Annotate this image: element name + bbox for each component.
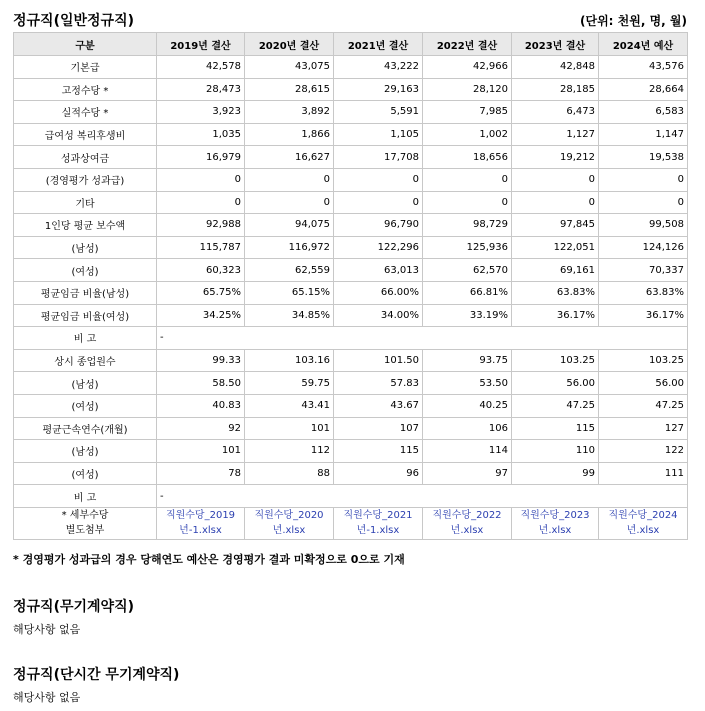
- table-cell: 94,075: [245, 214, 334, 237]
- row-label: (남성): [14, 440, 157, 463]
- table-cell: 57.83: [334, 372, 423, 395]
- note-value: -: [157, 327, 688, 350]
- table-cell: 96: [334, 462, 423, 485]
- table-cell: 5,591: [334, 101, 423, 124]
- table-cell: 19,212: [512, 146, 599, 169]
- table-cell: 1,105: [334, 123, 423, 146]
- table-cell: 47.25: [512, 394, 599, 417]
- table-cell: 110: [512, 440, 599, 463]
- table-row: [14, 214, 688, 237]
- table-row: [14, 191, 688, 214]
- row-label: 평균근속연수(개월): [14, 417, 157, 440]
- table-cell: 33.19%: [423, 304, 512, 327]
- header-2019: 2019년 결산: [157, 33, 245, 56]
- row-label: 급여성 복리후생비: [14, 123, 157, 146]
- row-label: (여성): [14, 259, 157, 282]
- table-cell: 115: [512, 417, 599, 440]
- table-cell: 106: [423, 417, 512, 440]
- salary-table: [13, 32, 688, 540]
- table-cell: 69,161: [512, 259, 599, 282]
- table-row: [14, 101, 688, 124]
- table-cell: 66.00%: [334, 281, 423, 304]
- section-title-regular: 정규직(일반정규직): [13, 13, 134, 29]
- row-label: 실적수당 *: [14, 101, 157, 124]
- table-cell: 0: [423, 191, 512, 214]
- table-cell: 101: [245, 417, 334, 440]
- table-row-note-1: [14, 327, 688, 350]
- table-cell: 99.33: [157, 349, 245, 372]
- table-cell: 114: [423, 440, 512, 463]
- table-cell: 53.50: [423, 372, 512, 395]
- attachment-link-2024[interactable]: 직원수당_2024년.xlsx: [599, 507, 688, 539]
- table-row: [14, 349, 688, 372]
- table-cell: 103.25: [512, 349, 599, 372]
- table-row: [14, 372, 688, 395]
- table-cell: 93.75: [423, 349, 512, 372]
- table-cell: 3,892: [245, 101, 334, 124]
- table-cell: 92,988: [157, 214, 245, 237]
- section-header: [13, 10, 687, 30]
- attachment-link-2020[interactable]: 직원수당_2020년.xlsx: [245, 507, 334, 539]
- table-cell: 42,848: [512, 56, 599, 79]
- attachment-link-2019[interactable]: 직원수당_2019년-1.xlsx: [157, 507, 245, 539]
- table-cell: 58.50: [157, 372, 245, 395]
- table-row-note-2: [14, 485, 688, 508]
- row-label: 비 고: [14, 485, 157, 508]
- table-cell: 99: [512, 462, 599, 485]
- table-cell: 115: [334, 440, 423, 463]
- table-cell: 98,729: [423, 214, 512, 237]
- row-label: 기본급: [14, 56, 157, 79]
- table-cell: 40.25: [423, 394, 512, 417]
- header-2021: 2021년 결산: [334, 33, 423, 56]
- row-label: (남성): [14, 236, 157, 259]
- row-label: (경영평가 성과급): [14, 168, 157, 191]
- table-cell: 16,979: [157, 146, 245, 169]
- table-cell: 0: [245, 191, 334, 214]
- table-cell: 63.83%: [512, 281, 599, 304]
- table-row: [14, 304, 688, 327]
- attachment-link-2022[interactable]: 직원수당_2022년.xlsx: [423, 507, 512, 539]
- table-cell: 6,473: [512, 101, 599, 124]
- table-cell: 42,578: [157, 56, 245, 79]
- table-cell: 124,126: [599, 236, 688, 259]
- note-value: -: [157, 485, 688, 508]
- table-row: [14, 123, 688, 146]
- table-cell: 122,296: [334, 236, 423, 259]
- row-label: 상시 종업원수: [14, 349, 157, 372]
- table-cell: 0: [334, 168, 423, 191]
- table-cell: 60,323: [157, 259, 245, 282]
- section-body-indefinite: 해당사항 없음: [13, 623, 81, 636]
- table-row: [14, 56, 688, 79]
- table-cell: 34.25%: [157, 304, 245, 327]
- section-body-parttime: 해당사항 없음: [13, 691, 81, 704]
- table-cell: 1,127: [512, 123, 599, 146]
- table-cell: 115,787: [157, 236, 245, 259]
- attachment-label-line1: * 세부수당: [61, 510, 109, 522]
- table-cell: 122,051: [512, 236, 599, 259]
- table-cell: 1,035: [157, 123, 245, 146]
- table-cell: 88: [245, 462, 334, 485]
- table-cell: 56.00: [599, 372, 688, 395]
- table-cell: 47.25: [599, 394, 688, 417]
- table-cell: 0: [245, 168, 334, 191]
- table-cell: 116,972: [245, 236, 334, 259]
- footnote: * 경영평가 성과급의 경우 당해연도 예산은 경영평가 결과 미확정으로 0으로 기재: [13, 553, 405, 566]
- header-2020: 2020년 결산: [245, 33, 334, 56]
- header-2022: 2022년 결산: [423, 33, 512, 56]
- table-cell: 0: [157, 191, 245, 214]
- unit-label: (단위: 천원, 명, 월): [580, 14, 687, 28]
- attachment-label: [14, 507, 157, 539]
- table-cell: 97: [423, 462, 512, 485]
- section-title-parttime: 정규직(단시간 무기계약직): [13, 667, 180, 683]
- table-cell: 0: [423, 168, 512, 191]
- table-cell: 28,120: [423, 78, 512, 101]
- row-label: 비 고: [14, 327, 157, 350]
- table-row: [14, 236, 688, 259]
- table-row: [14, 259, 688, 282]
- row-label: 평균임금 비율(남성): [14, 281, 157, 304]
- table-cell: 36.17%: [599, 304, 688, 327]
- table-cell: 59.75: [245, 372, 334, 395]
- table-cell: 0: [512, 168, 599, 191]
- table-row: [14, 146, 688, 169]
- table-cell: 1,002: [423, 123, 512, 146]
- table-cell: 43,075: [245, 56, 334, 79]
- table-cell: 7,985: [423, 101, 512, 124]
- table-cell: 92: [157, 417, 245, 440]
- table-cell: 56.00: [512, 372, 599, 395]
- table-cell: 103.25: [599, 349, 688, 372]
- attachment-label-line2: 별도첨부: [65, 525, 105, 537]
- table-cell: 6,583: [599, 101, 688, 124]
- table-cell: 28,185: [512, 78, 599, 101]
- table-cell: 78: [157, 462, 245, 485]
- table-cell: 101: [157, 440, 245, 463]
- table-row-attachments: [14, 507, 688, 539]
- table-cell: 107: [334, 417, 423, 440]
- table-cell: 40.83: [157, 394, 245, 417]
- table-cell: 62,570: [423, 259, 512, 282]
- table-cell: 43,576: [599, 56, 688, 79]
- table-cell: 122: [599, 440, 688, 463]
- table-cell: 103.16: [245, 349, 334, 372]
- row-label: (남성): [14, 372, 157, 395]
- table-cell: 65.15%: [245, 281, 334, 304]
- table-cell: 16,627: [245, 146, 334, 169]
- table-cell: 0: [599, 168, 688, 191]
- row-label: 기타: [14, 191, 157, 214]
- section-title-indefinite: 정규직(무기계약직): [13, 599, 134, 615]
- table-cell: 34.85%: [245, 304, 334, 327]
- attachment-link-2021[interactable]: 직원수당_2021년-1.xlsx: [334, 507, 423, 539]
- table-cell: 1,866: [245, 123, 334, 146]
- table-cell: 1,147: [599, 123, 688, 146]
- table-cell: 99,508: [599, 214, 688, 237]
- row-label: (여성): [14, 394, 157, 417]
- table-cell: 18,656: [423, 146, 512, 169]
- table-row: [14, 462, 688, 485]
- table-cell: 101.50: [334, 349, 423, 372]
- table-cell: 96,790: [334, 214, 423, 237]
- header-2023: 2023년 결산: [512, 33, 599, 56]
- table-cell: 125,936: [423, 236, 512, 259]
- table-cell: 0: [599, 191, 688, 214]
- table-cell: 43.41: [245, 394, 334, 417]
- table-cell: 65.75%: [157, 281, 245, 304]
- table-cell: 112: [245, 440, 334, 463]
- header-category: 구분: [14, 33, 157, 56]
- table-cell: 34.00%: [334, 304, 423, 327]
- table-cell: 0: [157, 168, 245, 191]
- table-cell: 70,337: [599, 259, 688, 282]
- table-row: [14, 417, 688, 440]
- table-cell: 127: [599, 417, 688, 440]
- table-cell: 111: [599, 462, 688, 485]
- attachment-link-2023[interactable]: 직원수당_2023년.xlsx: [512, 507, 599, 539]
- header-2024: 2024년 예산: [599, 33, 688, 56]
- table-cell: 28,615: [245, 78, 334, 101]
- row-label: 평균임금 비율(여성): [14, 304, 157, 327]
- table-cell: 28,664: [599, 78, 688, 101]
- table-cell: 0: [512, 191, 599, 214]
- table-row: [14, 394, 688, 417]
- table-cell: 63,013: [334, 259, 423, 282]
- table-cell: 0: [334, 191, 423, 214]
- table-header-row: [14, 33, 688, 56]
- row-label: (여성): [14, 462, 157, 485]
- table-cell: 29,163: [334, 78, 423, 101]
- row-label: 1인당 평균 보수액: [14, 214, 157, 237]
- table-cell: 63.83%: [599, 281, 688, 304]
- table-cell: 36.17%: [512, 304, 599, 327]
- table-cell: 42,966: [423, 56, 512, 79]
- table-cell: 62,559: [245, 259, 334, 282]
- table-cell: 19,538: [599, 146, 688, 169]
- table-cell: 3,923: [157, 101, 245, 124]
- table-cell: 66.81%: [423, 281, 512, 304]
- table-row: [14, 78, 688, 101]
- table-cell: 17,708: [334, 146, 423, 169]
- table-cell: 43.67: [334, 394, 423, 417]
- row-label: 고정수당 *: [14, 78, 157, 101]
- table-row: [14, 168, 688, 191]
- table-cell: 43,222: [334, 56, 423, 79]
- row-label: 성과상여금: [14, 146, 157, 169]
- table-row: [14, 440, 688, 463]
- table-cell: 97,845: [512, 214, 599, 237]
- table-row: [14, 281, 688, 304]
- table-cell: 28,473: [157, 78, 245, 101]
